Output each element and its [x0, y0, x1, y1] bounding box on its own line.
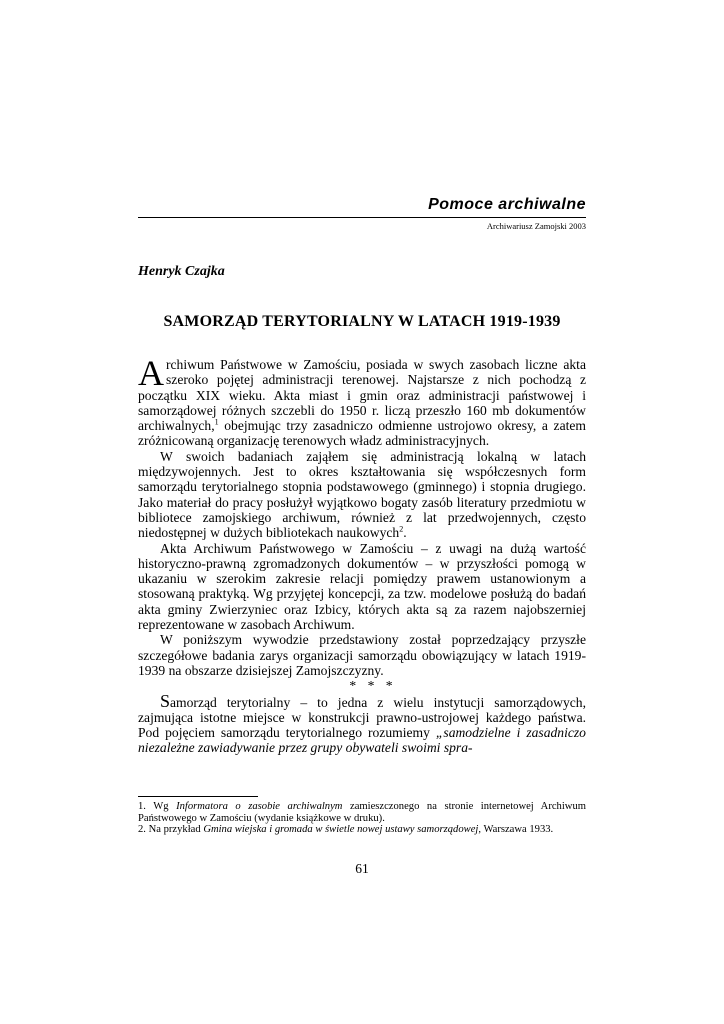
paragraph-3: Akta Archiwum Państwowego w Zamościu – z uwagi na dużą wartość historyczno-prawną zgromadzonych dokumentów – w przyszłości pomogą w ukazaniu w szerokim zakresie relacji pomiędzy prawem ustanowionym a stosowaną praktyką. Wg przyjętej koncepcji, za tzw. modelowe posłużą do badań akta gminy Zwierzyniec oraz Izbicy, których akta są za razem najobszerniej reprezentowane w zasobach Archiwum. [138, 540, 586, 633]
drop-cap: A [138, 353, 164, 393]
footnote-2-pre: 2. Na przykład [138, 824, 204, 835]
page-number: 61 [355, 861, 369, 876]
footnote-2 [138, 824, 586, 836]
footnote-1 [138, 801, 586, 824]
section-title: Pomoce archiwalne [428, 196, 586, 213]
paragraph-2-text: W swoich badaniach zająłem się administracją lokalną w latach międzywojennych. Jest to okres kształtowania się współczesnych form samorządu terytorialnego stopnia podstawowego (gminnego) i stopnia drugiego. Jako materiał do pracy posłużył wyjątkowo bogaty zasób literatury przedmiotu w bibliotece zamojskiego archiwum, również z lat przedwojennych, często niedostępnej w dużych bibliotekach naukowych [138, 448, 586, 541]
footnote-2-post: , Warszawa 1933. [478, 824, 554, 835]
paragraph-5-initial: S [160, 690, 171, 711]
footnotes [138, 801, 586, 836]
paragraph-2-tail: . [403, 525, 407, 541]
paragraph-5-text: amorząd terytorialny – to jedna z wielu instytucji samorządowych, zajmująca istotne miejsce w konstrukcji prawno-ustrojowej każdego państwa. Pod pojęciem samorządu terytorialnego rozumiemy [138, 694, 586, 741]
footnote-1-post: zamieszczonego na stronie internetowej Archiwum Państwowego w Zamościu (wydanie książkowe w druku). [138, 801, 586, 824]
paragraph-1-text-a: rchiwum Państwowe w Zamościu, posiada w swych zasobach liczne akta szeroko pojętej administracji terenowej. Najstarsze z nich pochodzą z początku XIX wieku. Akta miast i gmin oraz administracji państwowej i samorządowej różnych szczebli do 1950 r. liczą przeszło 160 mb dokumentów archiwalnych, [138, 357, 586, 434]
author-name: Henryk Czajka [138, 264, 225, 279]
paragraph-2 [138, 449, 586, 541]
header-rule [138, 217, 586, 218]
paragraph-1-text-b: obejmując trzy zasadniczo odmienne ustrojowo okresy, a zatem zróżnicowaną organizację terenowych władz administracyjnych. [138, 418, 586, 449]
paragraph-5 [138, 690, 586, 756]
article-body [138, 353, 586, 756]
footnote-rule [138, 796, 258, 797]
footnote-1-italic: Informatora o zasobie archiwalnym [176, 801, 343, 812]
footnote-2-italic: Gmina wiejska i gromada w świetle nowej ustawy samorządowej [203, 824, 479, 835]
article-title: SAMORZĄD TERYTORIALNY W LATACH 1919-1939 [163, 313, 561, 330]
paragraph-5-quote: „samodzielne i zasadniczo niezależne zawiadywanie przez grupy obywateli swoimi spra- [138, 725, 586, 756]
paragraph-4: W poniższym wywodzie przedstawiony został poprzedzający przyszłe szczegółowe badania zarys organizacji samorządu obowiązujący w latach 1919-1939 na obszarze dzisiejszej Zamojszczyzny. [138, 632, 586, 678]
footnote-ref-2: 2 [399, 524, 404, 534]
section-separator: * * * [349, 678, 397, 694]
footnote-1-pre: 1. Wg [138, 801, 177, 812]
footnote-ref-1: 1 [214, 417, 219, 427]
paragraph-1 [138, 353, 586, 449]
journal-name: Archiwariusz Zamojski 2003 [486, 221, 586, 231]
